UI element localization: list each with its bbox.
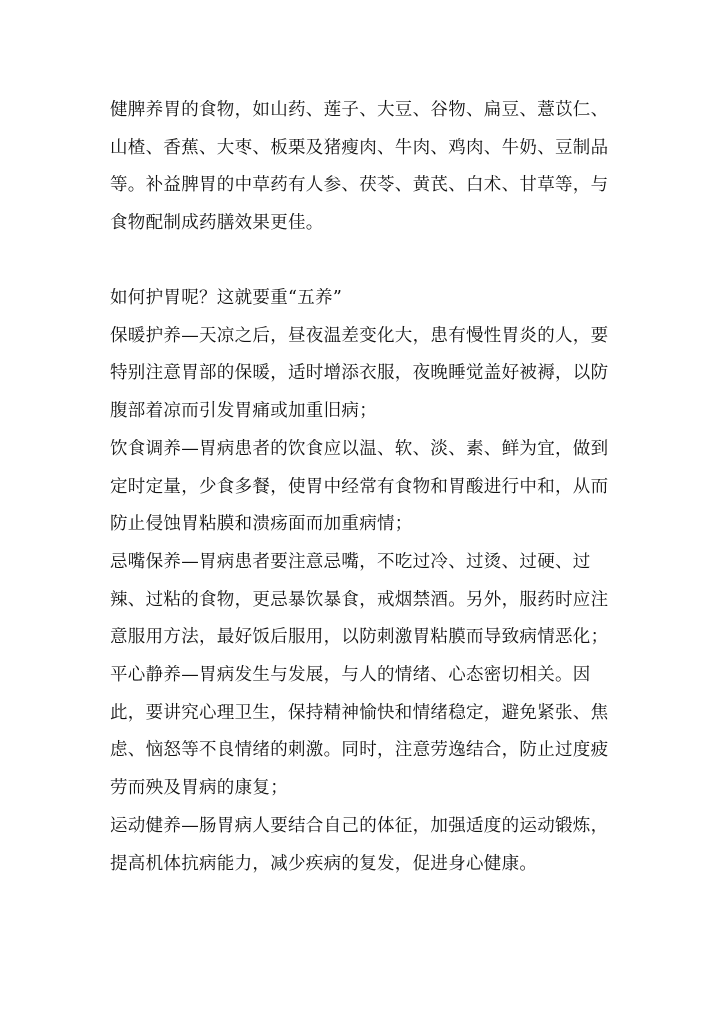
care-item-keep-warm: 保暖护养—天凉之后，昼夜温差变化大，患有慢性胃炎的人，要特别注意胃部的保暖，适时增添衣服，夜晚睡觉盖好被褥，以防腹部着凉而引发胃痛或加重旧病； (110, 325, 609, 422)
intro-block (110, 92, 620, 242)
section-heading: 如何护胃呢？这就要重“五养” (110, 288, 343, 308)
care-item-food-avoidance: 忌嘴保养—胃病患者要注意忌嘴，不吃过冷、过烫、过硬、过辣、过粘的食物，更忌暴饮暴食，戒烟禁酒。另外，服药时应注意服用方法，最好饭后服用，以防刺激胃粘膜而导致病情恶化； (110, 551, 609, 648)
intro-paragraph: 健脾养胃的食物，如山药、莲子、大豆、谷物、扁豆、薏苡仁、山楂、香蕉、大枣、板栗及猪瘦肉、牛肉、鸡肉、牛奶、豆制品等。补益脾胃的中草药有人参、茯苓、黄芪、白术、甘草等，与食物配制成药膳效果更佳。 (110, 100, 609, 233)
care-item-calm-mind: 平心静养—胃病发生与发展，与人的情绪、心态密切相关。因此，要讲究心理卫生，保持精神愉快和情绪稳定，避免紧张、焦虑、恼怒等不良情绪的刺激。同时，注意劳逸结合，防止过度疲劳而殃及胃病的康复； (110, 665, 609, 799)
care-item-exercise: 运动健养—肠胃病人要结合自己的体征，加强适度的运动锻炼，提高机体抗病能力，减少疾病的复发，促进身心健康。 (110, 815, 609, 874)
care-item-diet: 饮食调养—胃病患者的饮食应以温、软、淡、素、鲜为宜，做到定时定量，少食多餐，使胃中经常有食物和胃酸进行中和，从而防止侵蚀胃粘膜和溃疡面而加重病情； (110, 438, 609, 535)
five-care-section (110, 280, 620, 883)
